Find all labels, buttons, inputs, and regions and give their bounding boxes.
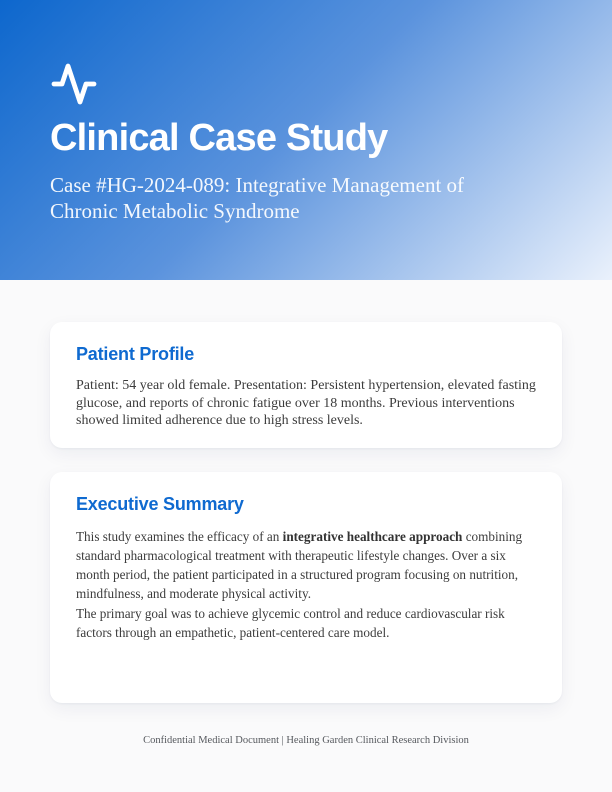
patient-profile-card [50, 322, 562, 448]
executive-summary-heading: Executive Summary [76, 493, 244, 514]
page-title: Clinical Case Study [50, 117, 388, 159]
executive-summary-body [76, 527, 536, 685]
executive-summary-card [50, 472, 562, 703]
paragraph-text: combining standard pharmacological treatment with therapeutic lifestyle changes. Over a six month period, the patient participated in a structured program focusing on nutrition, mindfulness, and moderate physical activity. [76, 528, 523, 602]
bold-phrase: integrative healthcare approach [282, 528, 463, 544]
paragraph-text: This study examines the efficacy of an [76, 528, 283, 544]
executive-summary-paragraph-2: The primary goal was to achieve glycemic control and reduce cardiovascular risk factors through an empathetic, patient-centered care model. [76, 605, 505, 640]
hero-header [0, 0, 612, 280]
footer-note: Confidential Medical Document | Healing Garden Clinical Research Division [143, 734, 469, 746]
patient-profile-heading: Patient Profile [76, 344, 195, 364]
page-subtitle: Case #HG-2024-089: Integrative Management of Chronic Metabolic Syndrome [50, 172, 465, 224]
activity-pulse-icon [50, 60, 98, 108]
content-area [0, 280, 612, 703]
executive-summary-paragraph-1 [76, 527, 536, 604]
patient-profile-body: Patient: 54 year old female. Presentation: Persistent hypertension, elevated fasting glucose, and reports of chronic fatigue over 18 months. Previous interventions showed limited adherence due to high stress levels. [76, 378, 536, 428]
